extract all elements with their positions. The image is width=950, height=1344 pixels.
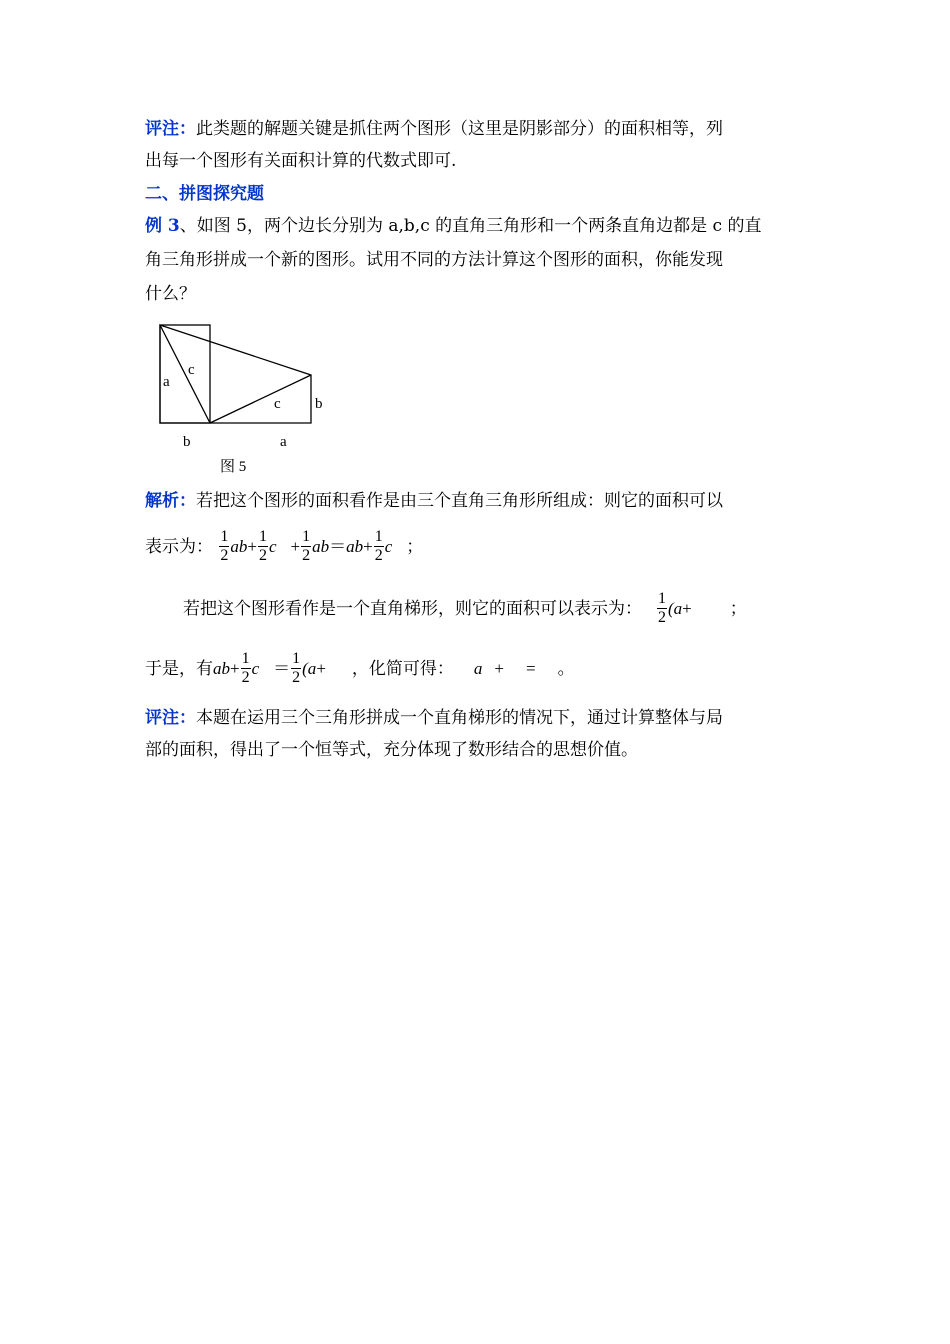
solution-line4-mid: ，化简可得： xyxy=(351,658,454,679)
term-c-1: c xyxy=(269,536,277,556)
plus-2: + xyxy=(290,536,301,556)
term-ab-3: ab xyxy=(346,536,364,556)
comment2-text1: 本题在运用三个三角形拼成一个直角梯形的情况下，通过计算整体与局 xyxy=(196,708,723,728)
solution-text1: 若把这个图形的面积看作是由三个直角三角形所组成：则它的面积可以 xyxy=(196,491,723,511)
fraction-half-6: $\frac{1}{2}$ xyxy=(241,650,250,686)
figure-label-c-right: c xyxy=(274,396,281,412)
example-label: 例 3 xyxy=(145,216,180,236)
fraction-half-3: $\frac{1}{2}$ xyxy=(302,528,311,564)
fraction-half-2: $\frac{1}{2}$ xyxy=(259,528,267,564)
term-paren-a-1: (a xyxy=(668,598,683,618)
semicolon-2: ； xyxy=(729,598,747,619)
solution-line2-prefix: 表示为： xyxy=(145,536,213,557)
comment2-line1 xyxy=(145,707,723,729)
example-line3: 什么？ xyxy=(145,284,196,304)
equals-2: ＝ xyxy=(273,658,291,678)
solution-line4 xyxy=(145,644,575,693)
example-text1: 、如图 5，两个边长分别为 a,b,c 的直角三角形和一个两条直角边都是 c 的直 xyxy=(179,216,762,236)
fraction-half-7: $\frac{1}{2}$ xyxy=(292,650,301,686)
figure-hypotenuse-c-right xyxy=(210,375,311,423)
section-title: 二、拼图探究题 xyxy=(145,184,264,204)
figure-5 xyxy=(150,318,350,478)
fraction-half-5: $\frac{1}{2}$ xyxy=(658,590,666,626)
fraction-half-4: $\frac{1}{2}$ xyxy=(374,528,383,564)
figure-label-a-left: a xyxy=(163,374,170,390)
fraction-half-1: $\frac{1}{2}$ xyxy=(220,528,229,564)
comment1-label: 评注： xyxy=(145,119,196,139)
comment2-line2: 部的面积，得出了一个恒等式，充分体现了数形结合的思想价值。 xyxy=(145,740,638,760)
figure-label-a-bottom: a xyxy=(280,434,287,450)
term-ab-4: ab xyxy=(213,658,230,678)
term-ab-2: ab xyxy=(312,536,330,556)
term-paren-a-2: (a xyxy=(302,658,317,678)
solution-label: 解析： xyxy=(145,491,196,511)
solution-line4-prefix: 于是，有 xyxy=(145,658,213,679)
example-line1 xyxy=(145,215,761,237)
solution-line3 xyxy=(183,584,747,633)
figure-label-b-bottom: b xyxy=(183,434,191,450)
example-line2: 角三角形拼成一个新的图形。试用不同的方法计算这个图形的面积，你能发现 xyxy=(145,250,723,270)
end-mark: 。 xyxy=(557,658,575,679)
figure-label-c-left: c xyxy=(188,362,195,378)
term-c-3: c xyxy=(251,658,260,678)
term-ab-1: ab xyxy=(230,536,248,556)
solution-line2 xyxy=(145,522,423,571)
semicolon-1: ； xyxy=(406,536,424,557)
plus-6: + xyxy=(316,658,326,678)
figure-trapezoid xyxy=(160,325,311,423)
term-a-final: a xyxy=(473,658,483,678)
solution-line3-text: 若把这个图形看作是一个直角梯形，则它的面积可以表示为： xyxy=(183,598,642,619)
equals-1: ＝ xyxy=(329,536,347,556)
figure-label-b-right: b xyxy=(315,396,323,412)
plus-4: + xyxy=(682,598,692,618)
term-c-2: c xyxy=(384,536,393,556)
solution-line1 xyxy=(145,490,723,512)
comment1-line1 xyxy=(145,118,723,140)
equals-3: = xyxy=(526,658,536,678)
comment2-label: 评注： xyxy=(145,708,196,728)
comment1-text1: 此类题的解题关键是抓住两个图形（这里是阴影部分）的面积相等，列 xyxy=(196,119,723,139)
comment1-line2: 出每一个图形有关面积计算的代数式即可. xyxy=(145,151,457,171)
plus-3: + xyxy=(363,536,373,556)
figure-caption: 图 5 xyxy=(220,459,247,475)
plus-5: + xyxy=(230,658,240,678)
plus-7: + xyxy=(494,658,504,678)
plus-1: + xyxy=(247,536,257,556)
